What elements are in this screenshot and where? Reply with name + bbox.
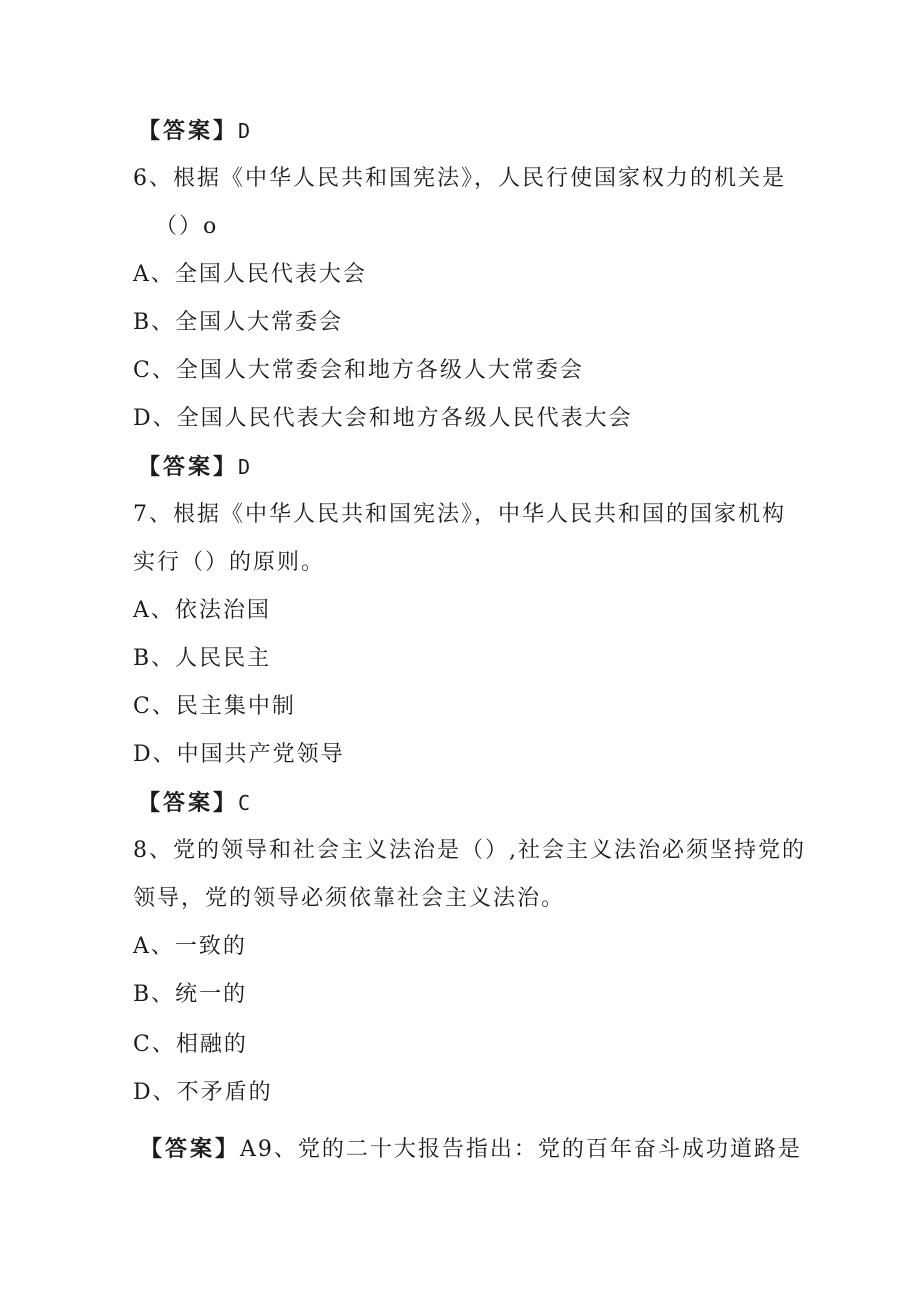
answer-line-8-question-9 xyxy=(140,1135,802,1165)
answer-label: 【答案】 xyxy=(138,455,239,480)
option-7-b: B、人民民主 xyxy=(133,646,272,671)
option-7-a: A、依法治国 xyxy=(133,598,271,623)
question-6-line-2: （）o xyxy=(155,214,219,239)
answer-label: 【答案】 xyxy=(140,1137,241,1162)
answer-value: C xyxy=(238,791,253,815)
answer-line-7 xyxy=(138,788,252,818)
option-6-a: A、全国人民代表大会 xyxy=(133,262,367,287)
answer-value: D xyxy=(238,119,253,143)
question-9-line-1: 9、党的二十大报告指出：党的百年奋斗成功道路是 xyxy=(257,1137,802,1162)
option-6-c: C、全国人大常委会和地方各级人大常委会 xyxy=(133,358,584,383)
answer-value: D xyxy=(238,455,253,479)
option-6-d: D、全国人民代表大会和地方各级人民代表大会 xyxy=(133,406,633,431)
question-8-line-2: 领导，党的领导必须依靠社会主义法治。 xyxy=(133,886,566,911)
option-7-d: D、中国共产党领导 xyxy=(133,742,345,767)
option-8-b: B、统一的 xyxy=(133,982,248,1007)
option-8-c: C、相融的 xyxy=(133,1032,248,1057)
option-7-c: C、民主集中制 xyxy=(133,694,296,719)
answer-label: 【答案】 xyxy=(138,119,239,144)
question-7-line-1: 7、根据《中华人民共和国宪法》，中华人民共和国的国家机构 xyxy=(133,502,786,527)
question-6-line-1: 6、根据《中华人民共和国宪法》，人民行使国家权力的机关是 xyxy=(133,166,786,191)
question-7-line-2: 实行（）的原则。 xyxy=(133,550,326,575)
answer-line-5 xyxy=(138,116,252,146)
question-8-line-1: 8、党的领导和社会主义法治是（）,社会主义法治必须坚持党的 xyxy=(133,838,806,863)
option-8-d: D、不矛盾的 xyxy=(133,1080,273,1105)
answer-line-6 xyxy=(138,452,252,482)
option-8-a: A、一致的 xyxy=(133,934,247,959)
answer-value: A xyxy=(240,1137,258,1162)
option-6-b: B、全国人大常委会 xyxy=(133,310,344,335)
answer-label: 【答案】 xyxy=(138,791,239,816)
